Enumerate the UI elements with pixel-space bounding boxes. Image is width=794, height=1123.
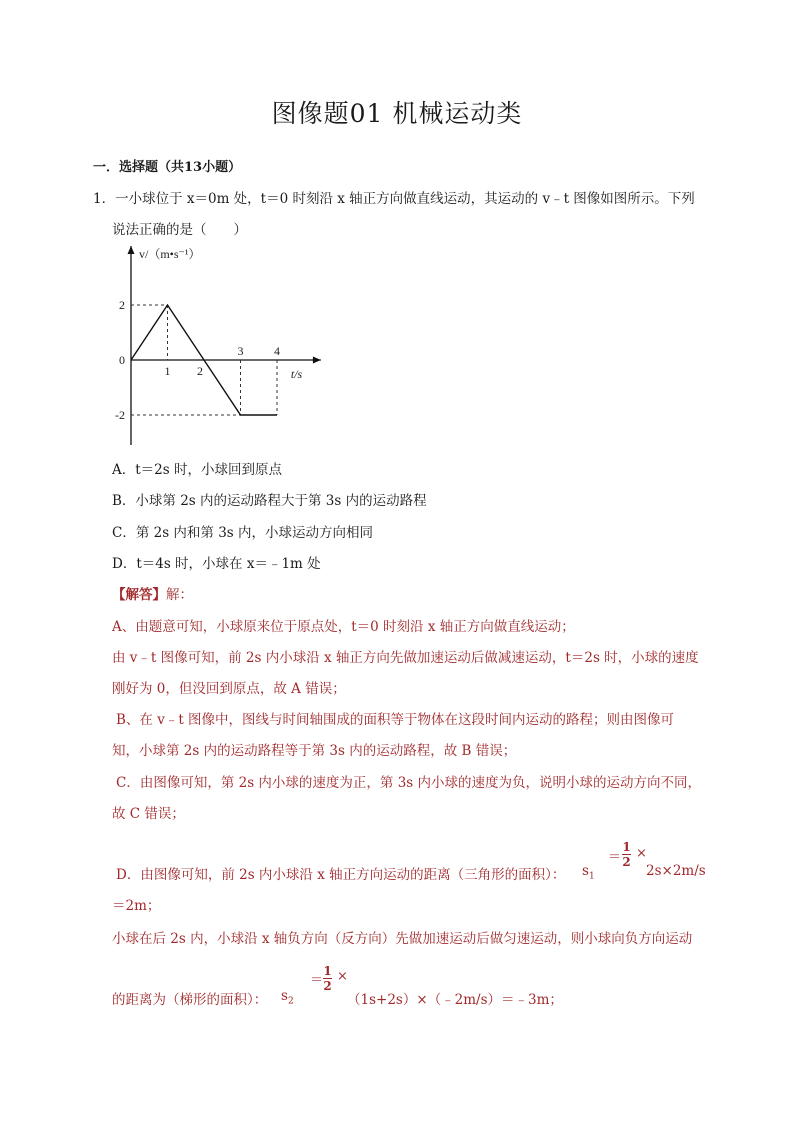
s2-subscript: 2 [287, 996, 294, 1007]
answer-d-s2 [281, 988, 294, 1007]
option-c: C．第 2s 内和第 3s 内，小球运动方向相同 [112, 525, 374, 541]
x-axis-arrow [313, 357, 321, 364]
answer-c-line-2: 故 C 错误； [112, 806, 185, 822]
s2-symbol: s [281, 988, 288, 1004]
answer-a-line-1: A、由题意可知，小球原来位于原点处，t＝0 时刻沿 x 轴正方向做直线运动； [112, 619, 575, 635]
y-tick-label: 0 [119, 353, 125, 367]
fraction-numerator: 1 [622, 840, 631, 854]
fraction-denominator: 2 [622, 855, 631, 869]
answer-solution-label: 解： [166, 587, 193, 603]
fraction-numerator: 1 [323, 964, 332, 978]
answer-d-line-1: D．由图像可知，前 2s 内小球沿 x 轴正方向运动的距离（三角形的面积）： [116, 867, 566, 883]
answer-b-line-1: B、在 v﹣t 图像中，图线与时间轴围成的面积等于物体在这段时间内运动的路程；则由图像可 [116, 712, 675, 728]
question-stem-line-2: 说法正确的是（ ） [112, 222, 247, 238]
section-heading: 一．选择题（共13小题） [93, 160, 242, 175]
s1-times: × [636, 846, 647, 861]
answer-d-line-4-tail: （1s+2s）×（﹣2m/s）＝﹣3m； [347, 992, 563, 1008]
option-a: A．t＝2s 时，小球回到原点 [112, 462, 282, 478]
page-title: 图像题01 机械运动类 [271, 99, 523, 128]
fraction-one-half-1 [622, 841, 631, 868]
answer-b-line-2: 知，小球第 2s 内的运动路程等于第 3s 内的运动路程，故 B 错误； [112, 743, 517, 759]
y-axis-label: v/（m•s⁻¹） [139, 247, 201, 261]
answer-heading [112, 583, 193, 603]
answer-d-line-4: 的距离为（梯形的面积）： [112, 992, 268, 1008]
option-b: B．小球第 2s 内的运动路程大于第 3s 内的运动路程 [112, 493, 427, 509]
y-axis-arrow [128, 246, 135, 254]
answer-d-line-2: ＝2m； [112, 898, 161, 914]
fraction-denominator: 2 [323, 979, 332, 993]
answer-c-line-1: C．由图像可知，第 2s 内小球的速度为正，第 3s 内小球的速度为负，说明小球的运动方向不同， [116, 775, 702, 791]
y-tick-label: -2 [115, 408, 125, 422]
y-tick-label: 2 [119, 298, 125, 312]
s2-equals: ＝ [310, 973, 324, 988]
s1-subscript: 1 [588, 871, 595, 882]
answer-d-s1 [582, 863, 595, 882]
answer-a-line-2: 由 v﹣t 图像可知，前 2s 内小球沿 x 轴正方向先做加速运动后做减速运动，t＝2s 时，小球的速度 [112, 650, 699, 666]
fraction-one-half-2 [323, 965, 332, 992]
answer-d-line-1-tail: 2s×2m/s [646, 863, 706, 879]
answer-a-line-3: 刚好为 0，但没回到原点，故 A 错误； [112, 681, 346, 697]
answer-d-line-3: 小球在后 2s 内，小球沿 x 轴负方向（反方向）先做加速运动后做匀速运动，则小球向负方向运动 [112, 931, 693, 947]
vt-chart [100, 240, 370, 455]
answer-label: 【解答】 [112, 587, 166, 603]
s2-times: × [337, 969, 348, 984]
x-axis-label: t/s [290, 367, 303, 381]
s1-equals: ＝ [608, 850, 622, 865]
x-tick-label: 2 [197, 364, 203, 378]
x-tick-label: 1 [164, 364, 171, 378]
option-d: D．t＝4s 时，小球在 x＝﹣1m 处 [112, 556, 321, 572]
s1-symbol: s [582, 863, 589, 879]
x-tick-label: 3 [237, 344, 244, 358]
x-tick-label: 4 [274, 344, 280, 358]
question-stem-line-1: 1．一小球位于 x＝0m 处，t＝0 时刻沿 x 轴正方向做直线运动，其运动的 v﹣t 图像如图所示。下列 [93, 191, 695, 207]
